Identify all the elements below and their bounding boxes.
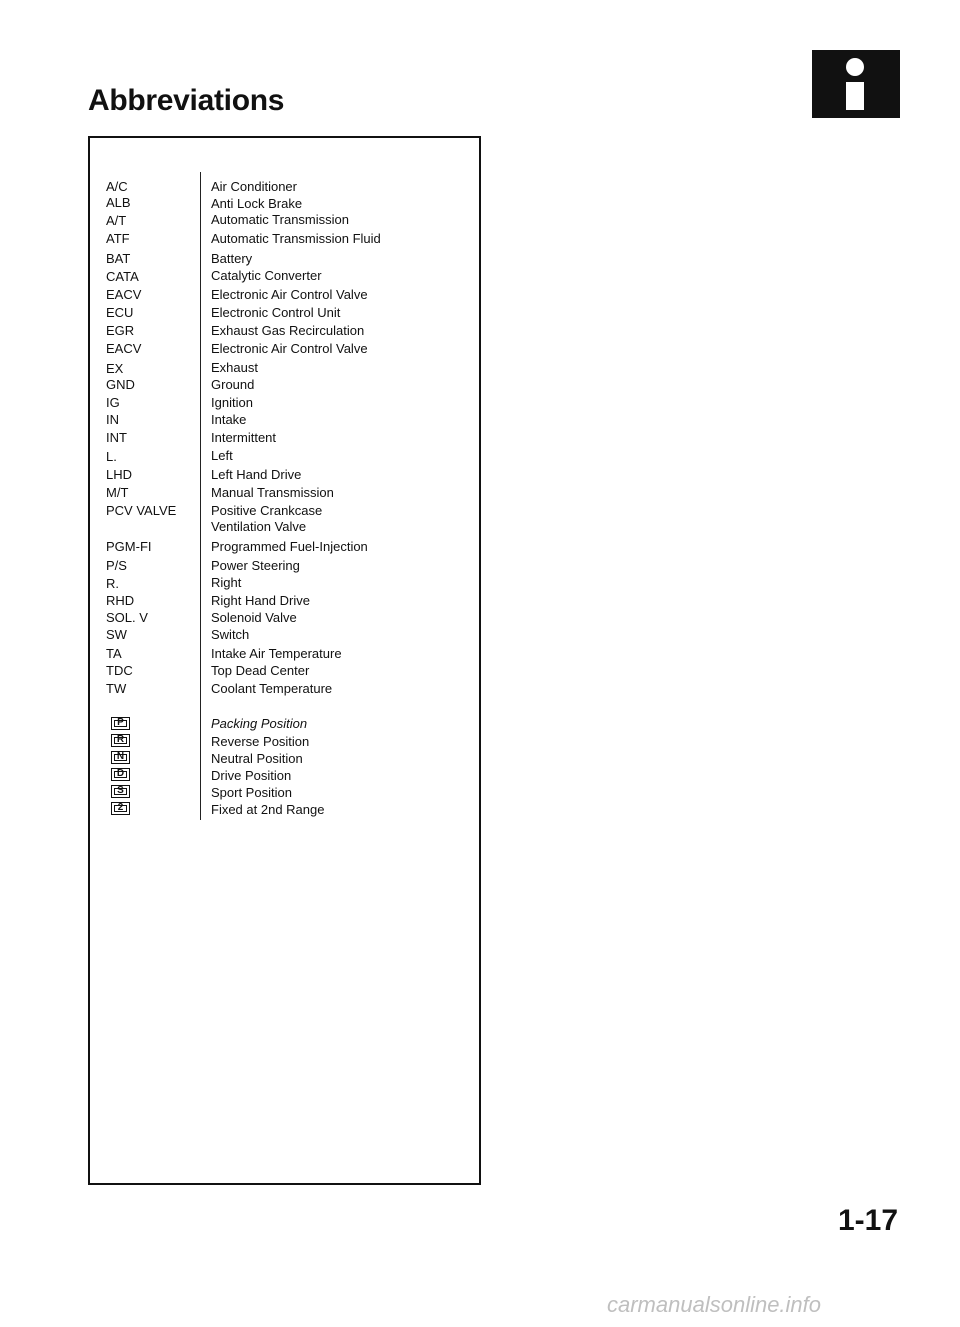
position-symbol-p [111,717,130,730]
position-symbol-s [111,785,130,798]
def-l: Left [211,448,233,463]
info-icon [812,50,900,118]
position-symbol-r [111,734,130,747]
def-bat: Battery [211,251,253,266]
def-ps: Power Steering [211,558,300,573]
def-mt: Manual Transmission [211,485,334,500]
def-rhd: Right Hand Drive [211,593,310,608]
position-symbol-n-letter: N [116,751,125,762]
column-divider [200,172,201,820]
abbr-ex: EX [106,361,124,376]
abbr-cata: CATA [106,269,139,284]
abbr-r: R. [106,576,119,591]
def-ta: Intake Air Temperature [211,646,342,661]
abbr-at: A/T [106,213,127,228]
def-ex: Exhaust [211,360,258,375]
def-pgm-fi: Programmed Fuel-Injection [211,539,368,554]
def-sw: Switch [211,627,250,642]
def-position-p: Packing Position [211,716,308,731]
position-symbol-p-letter: P [117,717,124,728]
def-int: Intermittent [211,430,277,445]
position-symbol-d [111,768,130,781]
position-symbol-2-letter: 2 [117,802,124,813]
def-ig: Ignition [211,395,253,410]
watermark: carmanualsonline.info [607,1292,822,1317]
abbr-ps: P/S [106,558,127,573]
def-position-r: Reverse Position [211,734,310,749]
def-egr: Exhaust Gas Recirculation [211,323,365,338]
info-icon-dot [846,58,864,76]
def-sol-v: Solenoid Valve [211,610,297,625]
position-symbol-s-letter: S [117,785,124,796]
position-symbol-r-letter: R [116,734,125,745]
abbr-sw: SW [106,627,127,642]
abbr-ecu: ECU [106,305,134,320]
position-symbol-d-letter: D [116,768,125,779]
abbr-pcv-valve: PCV VALVE [106,503,177,518]
abbr-tw: TW [106,681,127,696]
def-position-s: Sport Position [211,785,292,800]
def-pcv-valve: Positive Crankcase [211,503,323,518]
abbr-pgm-fi: PGM-FI [106,539,152,554]
def-r: Right [211,575,242,590]
abbr-egr: EGR [106,323,135,338]
abbr-lhd: LHD [106,467,133,482]
def-tdc: Top Dead Center [211,663,310,678]
def-position-n: Neutral Position [211,751,303,766]
abbr-alb: ALB [106,195,131,210]
abbr-atf: ATF [106,231,130,246]
def-ecu: Electronic Control Unit [211,305,341,320]
abbr-bat: BAT [106,251,131,266]
abbr-eacv: EACV [106,287,142,302]
def-atf: Automatic Transmission Fluid [211,231,381,246]
abbr-rhd: RHD [106,593,135,608]
abbr-ac: A/C [106,179,128,194]
position-symbol-2 [111,802,130,815]
info-icon-bar [846,82,864,110]
abbr-tdc: TDC [106,663,133,678]
def-at: Automatic Transmission [211,212,349,227]
abbr-ta: TA [106,646,122,661]
def-eacv: Electronic Air Control Valve [211,287,368,302]
abbr-sol-v: SOL. V [106,610,148,625]
page-number: 1-17 [838,1204,899,1237]
abbr-int: INT [106,430,127,445]
abbr-in: IN [106,412,119,427]
abbr-eacv-2: EACV [106,341,142,356]
abbr-ig: IG [106,395,120,410]
def-gnd: Ground [211,377,255,392]
abbr-gnd: GND [106,377,135,392]
position-symbol-n [111,751,130,764]
def-position-d: Drive Position [211,768,292,783]
def-position-2: Fixed at 2nd Range [211,802,325,817]
def-eacv-2: Electronic Air Control Valve [211,341,368,356]
def-lhd: Left Hand Drive [211,467,302,482]
abbr-mt: M/T [106,485,129,500]
def-cata: Catalytic Converter [211,268,322,283]
def-pcv-valve-line2: Ventilation Valve [211,519,307,534]
page-title: Abbreviations [88,84,285,117]
def-tw: Coolant Temperature [211,681,333,696]
abbr-l: L. [106,449,117,464]
def-in: Intake [211,412,247,427]
def-ac: Air Conditioner [211,179,297,194]
def-alb: Anti Lock Brake [211,196,303,211]
